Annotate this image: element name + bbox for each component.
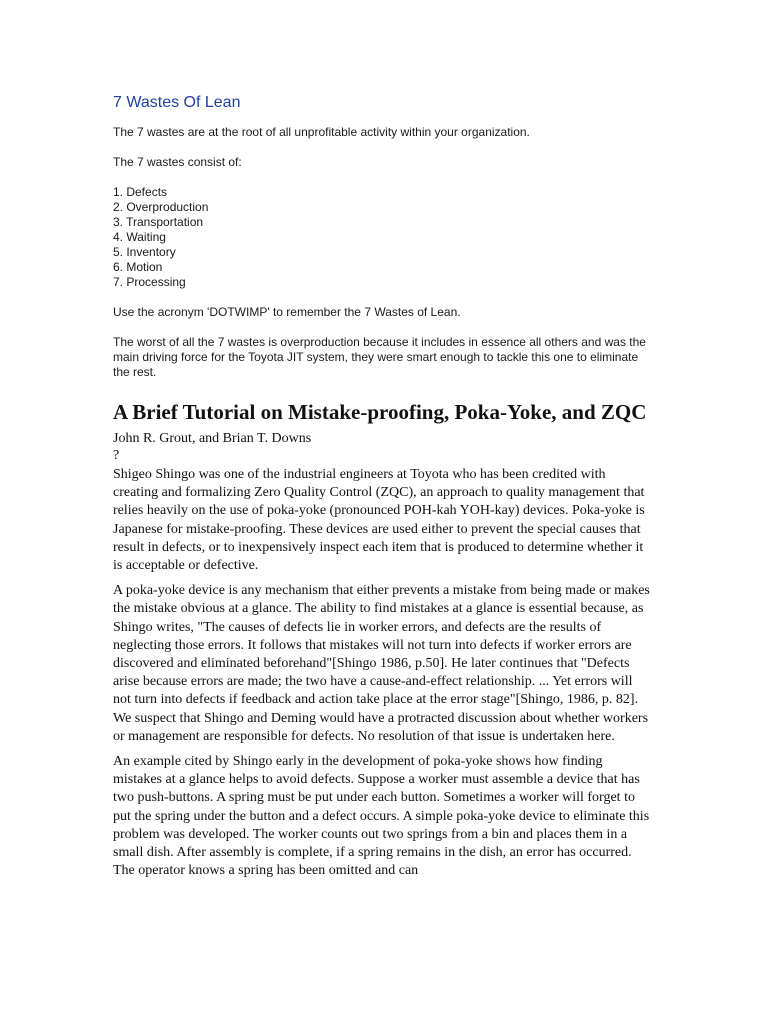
tutorial-paragraph: A poka-yoke device is any mechanism that either prevents a mistake from being made or makes the mistake obvious at a glance. The ability to find mistakes at a glance is essential because, as Shingo writes, "The causes of defects lie in worker errors, and defects are the results of neglecting those errors. It follows that mistakes will not turn into defects if worker errors are discovered and eliminated beforehand"[Shingo 1986, p.50]. He later continues that "Defects arise because errors are made; the two have a cause-and-effect relationship. ... Yet errors will not turn into defects if feedback and action take place at the error stage"[Shingo, 1986, p. 82]. We suspect that Shingo and Deming would have a protracted discussion about whether workers or management are responsible for defects. No resolution of that issue is undertaken here. <box>113 583 650 744</box>
list-item: 6. Motion <box>113 260 163 274</box>
tutorial-marker: ? <box>113 448 120 463</box>
lean-consist-label: The 7 wastes consist of: <box>113 155 242 169</box>
lean-acronym-note: Use the acronym 'DOTWIMP' to remember the 7 Wastes of Lean. <box>113 305 461 319</box>
tutorial-section <box>113 399 653 880</box>
tutorial-paragraph: An example cited by Shingo early in the development of poka-yoke shows how finding mistakes at a glance helps to avoid defects. Suppose a worker must assemble a device that has two push-buttons. A spring must be put under each button. Sometimes a worker will forget to put the spring under the button and a defect occurs. A simple poka-yoke device to eliminate this problem was developed. The worker counts out two springs from a bin and places them in a small dish. After assembly is complete, if a spring remains in the dish, an error has occurred. The operator knows a spring has been omitted and can <box>113 754 650 879</box>
lean-title: 7 Wastes Of Lean <box>113 94 241 111</box>
waste-list <box>113 185 653 290</box>
tutorial-body <box>113 466 653 880</box>
lean-worst-note: The worst of all the 7 wastes is overproduction because it includes in essence all others and was the main driving force for the Toyota JIT system, they were smart enough to tackle this one to eliminate the rest. <box>113 335 646 379</box>
list-item: 5. Inventory <box>113 245 176 259</box>
list-item: 3. Transportation <box>113 215 204 229</box>
tutorial-authors: John R. Grout, and Brian T. Downs <box>113 431 312 446</box>
list-item: 2. Overproduction <box>113 200 209 214</box>
lean-intro: The 7 wastes are at the root of all unprofitable activity within your organization. <box>113 125 530 139</box>
lean-section <box>113 93 653 380</box>
list-item: 7. Processing <box>113 275 186 289</box>
tutorial-title: A Brief Tutorial on Mistake-proofing, Poka-Yoke, and ZQC <box>113 400 647 424</box>
document-content <box>113 93 653 887</box>
list-item: 1. Defects <box>113 185 168 199</box>
list-item: 4. Waiting <box>113 230 166 244</box>
tutorial-paragraph: Shigeo Shingo was one of the industrial engineers at Toyota who has been credited with creating and formalizing Zero Quality Control (ZQC), an approach to quality management that relies heavily on the use of poka-yoke (pronounced POH-kah YOH-kay) devices. Poka-yoke is Japanese for mistake-proofing. These devices are used either to prevent the special causes that result in defects, or to inexpensively inspect each item that is produced to determine whether it is acceptable or defective. <box>113 467 645 574</box>
